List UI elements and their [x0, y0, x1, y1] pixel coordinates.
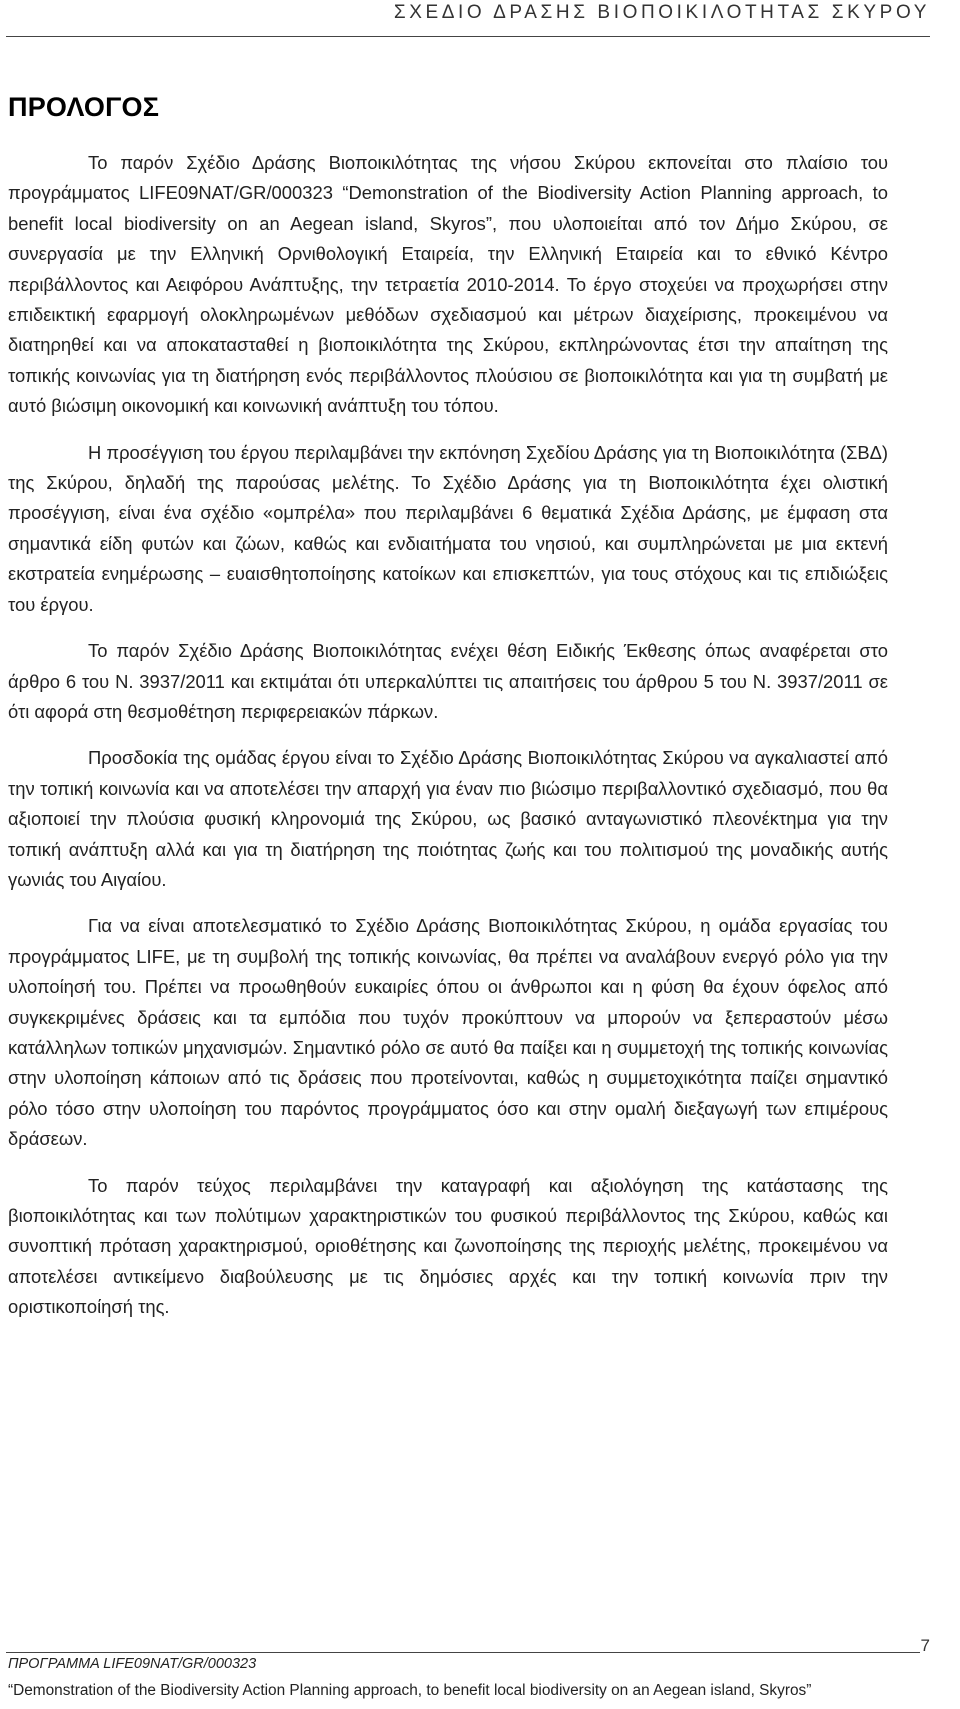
paragraph-1: Το παρόν Σχέδιο Δράσης Βιοποικιλότητας της νήσου Σκύρου εκπονείται στο πλαίσιο του προγράμματος LIFE09NAT/GR/000323 “Demonstration of the Biodiversity Action Planning approach, to benefit local biodiversity on an Aegean island, Skyros”, που υλοποιείται από τον Δήμο Σκύρου, σε συνεργασία με την Ελληνική Ορνιθολογική Εταιρεία, την Ελληνική Εταιρεία και το εθνικό Κέντρο περιβάλλοντος και Αειφόρου Ανάπτυξης, την τετραετία 2010-2014. Το έργο στοχεύει να προχωρήσει στην επιδεικτική εφαρμογή ολοκληρωμένων μεθόδων σχεδιασμού και μέτρων διαχείρισης, προκειμένου να διατηρηθεί και να αποκατασταθεί η βιοποικιλότητα της Σκύρου, εκπληρώνοντας έτσι την απαίτηση της τοπικής κοινωνίας για τη διατήρηση ενός περιβάλλοντος πλούσιου σε βιοποικιλότητα και για τη συμβατή με αυτό βιώσιμη οικονομική και κοινωνική ανάπτυξη του τόπου.	[8, 152, 888, 417]
paragraph-4: Προσδοκία της ομάδας έργου είναι το Σχέδιο Δράσης Βιοποικιλότητας Σκύρου να αγκαλιαστεί από την τοπική κοινωνία και να αποτελέσει την απαρχή για έναν πιο βιώσιμο περιβαλλοντικό σχεδιασμό, που θα αξιοποιεί την πλούσια φυσική κληρονομιά της Σκύρου, ως βασικό ανταγωνιστικό πλεονέκτημα για την τοπική ανάπτυξη αλλά και για τη διατήρηση της ποιότητας ζωής και του πολιτισμού της μοναδικής αυτής γωνιάς του Αιγαίου.	[8, 747, 888, 890]
page-number: 7	[920, 1636, 930, 1655]
paragraph-5: Για να είναι αποτελεσματικό το Σχέδιο Δράσης Βιοποικιλότητας Σκύρου, η ομάδα εργασίας του προγράμματος LIFE, με τη συμβολή της τοπικής κοινωνίας, θα πρέπει να αναλάβουν ενεργό ρόλο για την υλοποίησή του. Πρέπει να προωθηθούν ευκαιρίες όπου οι άνθρωποι και η φύση θα έχουν όφελος από συγκεκριμένες δράσεις και τα εμπόδια που τυχόν προκύπτουν να μπορούν να ξεπεραστούν μέσω κατάλληλων τοπικών μηχανισμών. Σημαντικό ρόλο σε αυτό θα παίξει και η συμμετοχή της τοπικής κοινωνίας στην υλοποίηση κάποιων από τις δράσεις που προτείνονται, καθώς η συμμετοχικότητα παίζει σημαντικό ρόλο τόσο στην υλοποίηση του παρόντος προγράμματος όσο και στην ομαλή διεξαγωγή των επιμέρους δράσεων.	[8, 915, 888, 1150]
footer-divider	[6, 1652, 920, 1653]
paragraph-2: Η προσέγγιση του έργου περιλαμβάνει την εκπόνηση Σχεδίου Δράσης για τη Βιοποικιλότητα (ΣΒΔ) της Σκύρου, δηλαδή της παρούσας μελέτης. Το Σχέδιο Δράσης για τη Βιοποικιλότητα έχει ολιστική προσέγγιση, είναι ένα σχέδιο «ομπρέλα» που περιλαμβάνει 6 θεματικά Σχέδια Δράσης, με έμφαση στα σημαντικά είδη φυτών και ζώων, καθώς και ενδιαιτήματα του νησιού, και συμπληρώνεται με μια εκτενή εκστρατεία ενημέρωσης – ευαισθητοποίησης κατοίκων και επισκεπτών, για τους στόχους και τις επιδιώξεις του έργου.	[8, 441, 888, 615]
paragraph-6: Το παρόν τεύχος περιλαμβάνει την καταγραφή και αξιολόγηση της κατάστασης της βιοποικιλότητας και των πολύτιμων χαρακτηριστικών του φυσικού περιβάλλοντος της Σκύρου, καθώς και συνοπτική πρόταση χαρακτηρισμού, οριοθέτησης και ζωνοποίησης της περιοχής μελέτης, προκειμένου να αποτελέσει αντικείμενο διαβούλευσης με τις δημόσιες αρχές και την τοπική κοινωνία πριν την οριστικοποίησή της.	[8, 1174, 888, 1318]
header-title: ΣΧΕΔΙΟ ΔΡΑΣΗΣ ΒΙΟΠΟΙΚΙΛΟΤΗΤΑΣ ΣΚΥΡΟΥ	[393, 2, 930, 23]
header-divider	[6, 36, 930, 37]
section-heading: ΠΡΟΛΟΓΟΣ	[8, 92, 160, 122]
footer-project-title: “Demonstration of the Biodiversity Action Planning approach, to benefit local biodiversity on an Aegean island, Skyros”	[8, 1682, 812, 1699]
page-header	[0, 0, 960, 40]
document-body	[8, 148, 888, 1323]
paragraph-3: Το παρόν Σχέδιο Δράσης Βιοποικιλότητας ενέχει θέση Ειδικής Έκθεσης όπως αναφέρεται στο άρθρο 6 του Ν. 3937/2011 και εκτιμάται ότι υπερκαλύπτει τις απαιτήσεις του άρθρου 5 του Ν. 3937/2011 σε ότι αφορά στη θεσμοθέτηση περιφερειακών πάρκων.	[8, 640, 888, 722]
footer-program-code: ΠΡΟΓΡΑΜΜΑ LIFE09NAT/GR/000323	[8, 1656, 257, 1672]
